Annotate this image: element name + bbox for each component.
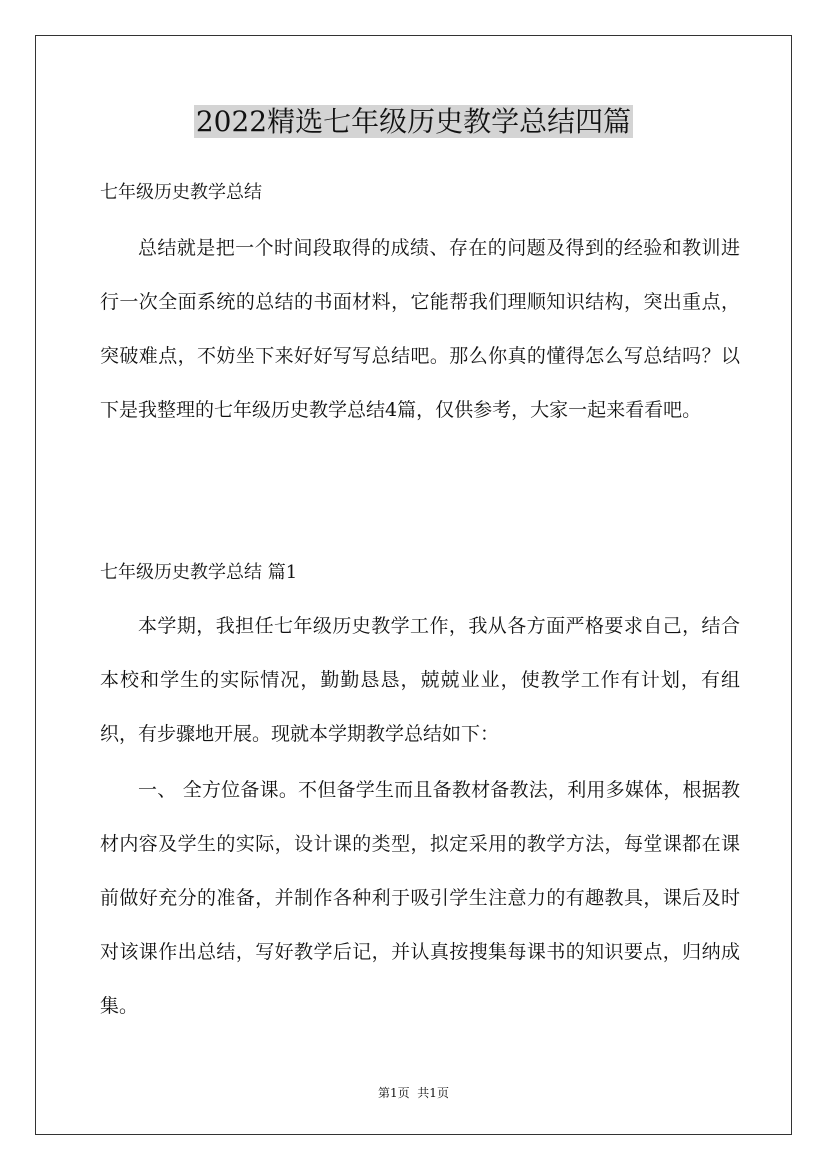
intro-paragraph: 总结就是把一个时间段取得的成绩、存在的问题及得到的经验和教训进行一次全面系统的总结的书面材料，它能帮我们理顺知识结构，突出重点，突破难点，不妨坐下来好好写写总结吧。那么你真的懂得怎么写总结吗？以下是我整理的七年级历史教学总结4篇，仅供参考，大家一起来看看吧。 [100,237,740,421]
section1-paragraph-2: 一、 全方位备课。不但备学生而且备教材备教法，利用多媒体，根据教材内容及学生的实际，设计课的类型，拟定采用的教学方法，每堂课都在课前做好充分的准备，并制作各种利于吸引学生注意力的有趣教具，课后及时对该课作出总结，写好教学后记，并认真按搜集每课书的知识要点，归纳成集。 [100,779,740,1017]
intro-heading: 七年级历史教学总结 [100,182,262,203]
section1-heading: 七年级历史教学总结 篇1 [100,562,298,583]
document-title [0,101,827,143]
page-footer: 第1页 共1页 [378,1086,449,1100]
section1-paragraph-1: 本学期，我担任七年级历史教学工作，我从各方面严格要求自己，结合本校和学生的实际情况，勤勤恳恳，兢兢业业，使教学工作有计划，有组织，有步骤地开展。现就本学期教学总结如下： [100,615,740,745]
document-title-text: 2022精选七年级历史教学总结四篇 [195,105,632,138]
